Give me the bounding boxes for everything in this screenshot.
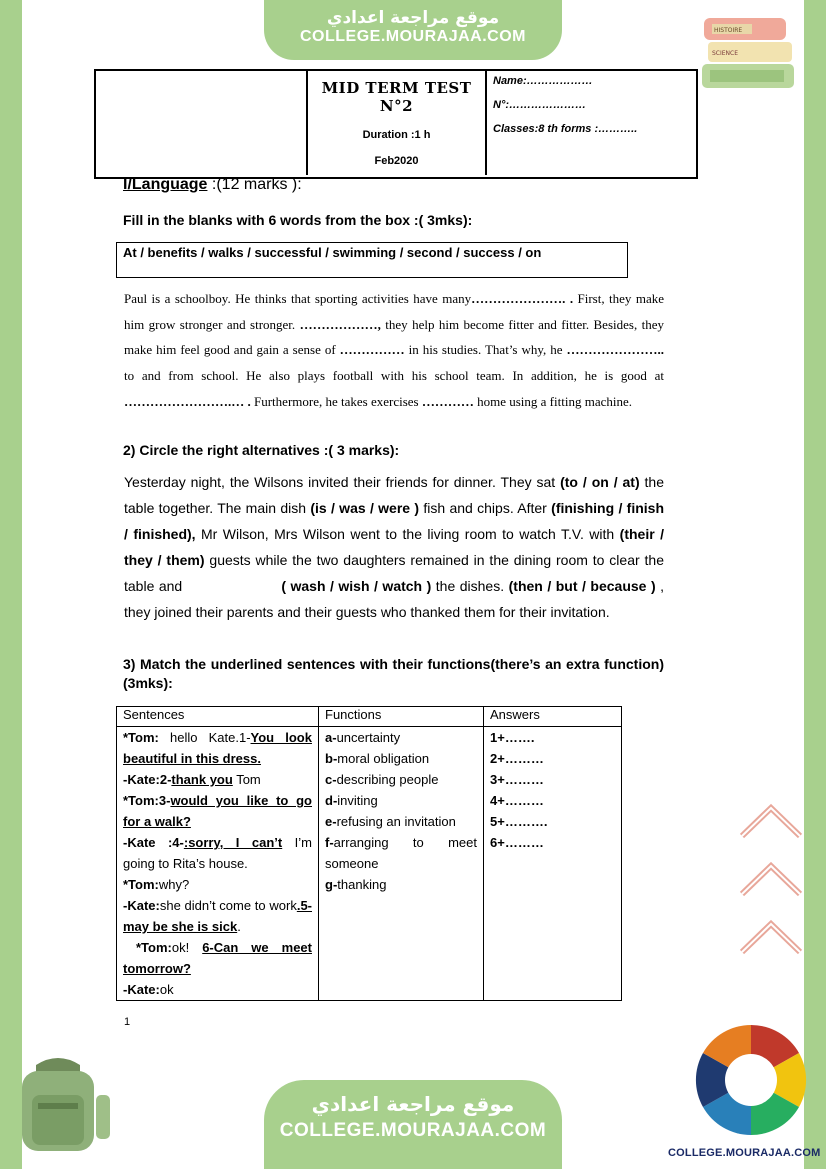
text: guests while the two daughters remained in the dining room to clear the table and bbox=[124, 551, 668, 594]
line-text: . bbox=[237, 919, 241, 934]
book-label-2: SCIENCE bbox=[712, 50, 739, 57]
underlined-sentence: You look beautiful in this dress. bbox=[123, 730, 312, 766]
alternative-1[interactable]: (to / on / at) bbox=[560, 474, 640, 490]
answer-slot[interactable]: 1+……. bbox=[490, 730, 535, 745]
page-number: 1 bbox=[124, 1016, 131, 1028]
text: fish and chips. After bbox=[419, 499, 552, 516]
answer-slot[interactable]: 3+……… bbox=[490, 772, 544, 787]
line-text: 4- bbox=[172, 835, 184, 850]
answer-slot[interactable]: 2+……… bbox=[490, 751, 544, 766]
function-text: moral obligation bbox=[337, 751, 430, 766]
line-text: hello Kate.1- bbox=[158, 730, 251, 745]
alternative-2[interactable]: (is / was / were ) bbox=[310, 499, 420, 516]
q1-instruction: Fill in the blanks with 6 words from the box :( 3mks): bbox=[123, 212, 473, 228]
backpack-icon bbox=[8, 1055, 113, 1155]
speaker: -Kate: bbox=[123, 772, 160, 787]
student-info-cell bbox=[487, 71, 694, 175]
text: First, they make him grow stronger and stronger. bbox=[124, 291, 665, 332]
logo-site-label: COLLEGE.MOURAJAA.COM bbox=[668, 1147, 821, 1159]
function-item bbox=[325, 790, 477, 811]
line-text: ok! bbox=[171, 940, 203, 955]
function-letter: e- bbox=[325, 814, 337, 829]
function-letter: a- bbox=[325, 730, 337, 745]
blank-5[interactable]: …………………….… . bbox=[124, 393, 251, 409]
speaker: *Tom: bbox=[123, 940, 172, 955]
books-icon bbox=[700, 16, 800, 92]
alternative-6[interactable]: (then / but / because ) bbox=[508, 577, 656, 594]
test-title: MID TERM TEST N°2 bbox=[321, 79, 472, 115]
text: to and from school. He also plays football with his school team. In addition, he is good at bbox=[124, 368, 664, 384]
underlined-sentence: .5-may be she is sick bbox=[123, 898, 312, 934]
function-item bbox=[325, 832, 477, 874]
function-item bbox=[325, 769, 477, 790]
blank-1[interactable]: …………………. . bbox=[471, 291, 574, 306]
function-text: refusing an invitation bbox=[336, 814, 456, 829]
function-letter: d- bbox=[325, 793, 338, 808]
header-functions: Functions bbox=[319, 707, 484, 727]
line-text: Tom bbox=[232, 772, 261, 787]
text: , they joined their parents and their guests who thanked them for their invitation. bbox=[124, 577, 665, 620]
duration: Duration :1 h bbox=[362, 129, 431, 141]
speaker: *Tom: bbox=[123, 877, 159, 892]
section-title bbox=[123, 176, 302, 194]
line-text: I’m going to Rita’s house. bbox=[123, 835, 312, 871]
speaker: -Kate: bbox=[123, 898, 160, 913]
answers-cell bbox=[484, 727, 622, 1001]
bottom-banner-site[interactable]: COLLEGE.MOURAJAA.COM bbox=[279, 1120, 547, 1141]
blank-4[interactable]: ………………….. bbox=[566, 342, 665, 358]
q2-paragraph bbox=[124, 470, 668, 625]
answer-slot[interactable]: 6+……… bbox=[490, 835, 544, 850]
text: Furthermore, he takes exercises bbox=[250, 393, 422, 409]
dialogue-line bbox=[123, 790, 312, 832]
q2-instruction: 2) Circle the right alternatives :( 3 marks): bbox=[123, 442, 400, 458]
line-text: 2- bbox=[159, 772, 172, 787]
text: Paul is a schoolboy. He thinks that sporting activities have many bbox=[124, 291, 472, 306]
test-header-table bbox=[94, 69, 698, 179]
speaker: *Tom: bbox=[123, 793, 159, 808]
underlined-sentence: thank you bbox=[171, 772, 233, 787]
word-box: At / benefits / walks / successful / swimming / second / success / on bbox=[116, 242, 628, 278]
underlined-sentence: 6-Can we meet tomorrow? bbox=[123, 940, 312, 976]
functions-cell bbox=[319, 727, 484, 1001]
dialogue-line bbox=[123, 937, 312, 979]
line-text: 3- bbox=[158, 793, 171, 808]
top-banner-arabic: موقع مراجعة اعدادي bbox=[326, 8, 500, 28]
bottom-banner bbox=[264, 1080, 562, 1169]
function-text: inviting bbox=[337, 793, 378, 808]
blank-2[interactable]: ………………, bbox=[299, 316, 381, 332]
function-letter: b- bbox=[325, 751, 338, 766]
left-green-band bbox=[0, 0, 22, 1169]
chevron-up-icon bbox=[736, 790, 806, 1000]
function-text: arranging to meet someone bbox=[325, 835, 477, 871]
text: home using a fitting machine. bbox=[473, 393, 632, 409]
dialogue-line bbox=[123, 832, 312, 874]
sentences-cell bbox=[117, 727, 319, 1001]
alternative-5[interactable]: ( wash / wish / watch ) bbox=[281, 577, 432, 594]
header-sentences: Sentences bbox=[117, 707, 319, 727]
q3-instruction: 3) Match the underlined sentences with their functions(there’s an extra function)(3mks): bbox=[123, 656, 664, 691]
speaker: *Tom: bbox=[123, 730, 159, 745]
function-item bbox=[325, 811, 477, 832]
answer-slot[interactable]: 4+……… bbox=[490, 793, 544, 808]
dialogue-line bbox=[123, 895, 312, 937]
line-text: she didn’t come to work bbox=[159, 898, 297, 913]
section-title-text: I/Language bbox=[123, 176, 208, 193]
line-text: why? bbox=[158, 877, 190, 892]
underlined-sentence: :sorry, I can’t bbox=[183, 835, 283, 850]
bottom-banner-arabic: موقع مراجعة اعدادي bbox=[311, 1092, 515, 1116]
blank-3[interactable]: …………… bbox=[339, 342, 405, 358]
underlined-sentence: would you like to go for a walk? bbox=[123, 793, 312, 829]
top-banner-site[interactable]: COLLEGE.MOURAJAA.COM bbox=[300, 28, 526, 45]
logo-cell bbox=[96, 71, 308, 175]
header-answers: Answers bbox=[484, 707, 622, 727]
answer-slot[interactable]: 5+………. bbox=[490, 814, 548, 829]
text: they help him become fitter and fitter. Besides, they make him feel good and gain a sense of bbox=[124, 316, 665, 358]
number-field[interactable]: N°:………………… bbox=[493, 99, 587, 111]
function-letter: g- bbox=[325, 877, 338, 892]
classes-field[interactable]: Classes:8 th forms :……….. bbox=[493, 123, 638, 135]
right-green-band bbox=[804, 0, 826, 1169]
line-text: ok bbox=[159, 982, 174, 997]
function-item bbox=[325, 748, 477, 769]
text: Mr Wilson, Mrs Wilson went to the living room to watch T.V. with bbox=[195, 525, 620, 542]
text: in his studies. That’s why, he bbox=[404, 342, 567, 358]
text: the table together. The main dish bbox=[124, 474, 664, 516]
top-banner bbox=[264, 0, 562, 60]
blank-6[interactable]: ………… bbox=[421, 393, 474, 409]
dialogue-line bbox=[123, 874, 312, 895]
dialogue-line bbox=[123, 727, 312, 769]
function-letter: f- bbox=[325, 835, 334, 850]
matching-table bbox=[116, 706, 622, 1001]
test-date: Feb2020 bbox=[374, 155, 419, 167]
function-item bbox=[325, 727, 477, 748]
text: Yesterday night, the Wilsons invited their friends for dinner. They sat bbox=[124, 474, 561, 490]
subjects-wheel-icon bbox=[693, 1022, 813, 1140]
q1-paragraph bbox=[124, 286, 664, 415]
function-letter: c- bbox=[325, 772, 337, 787]
function-text: describing people bbox=[336, 772, 439, 787]
alternative-3[interactable]: (finishing / finish / finished), bbox=[124, 499, 664, 542]
speaker: -Kate : bbox=[123, 835, 173, 850]
section-marks: :(12 marks ): bbox=[207, 176, 302, 193]
book-label-1: HISTOIRE bbox=[714, 27, 743, 34]
dialogue-line bbox=[123, 979, 312, 1000]
alternative-4[interactable]: (their / they / them) bbox=[124, 525, 664, 568]
name-field[interactable]: Name:……………… bbox=[493, 75, 593, 87]
function-text: thanking bbox=[337, 877, 387, 892]
dialogue-line bbox=[123, 769, 312, 790]
function-text: uncertainty bbox=[336, 730, 401, 745]
title-cell bbox=[308, 71, 487, 175]
function-item bbox=[325, 874, 477, 895]
speaker: -Kate: bbox=[123, 982, 160, 997]
text: the dishes. bbox=[431, 577, 509, 594]
